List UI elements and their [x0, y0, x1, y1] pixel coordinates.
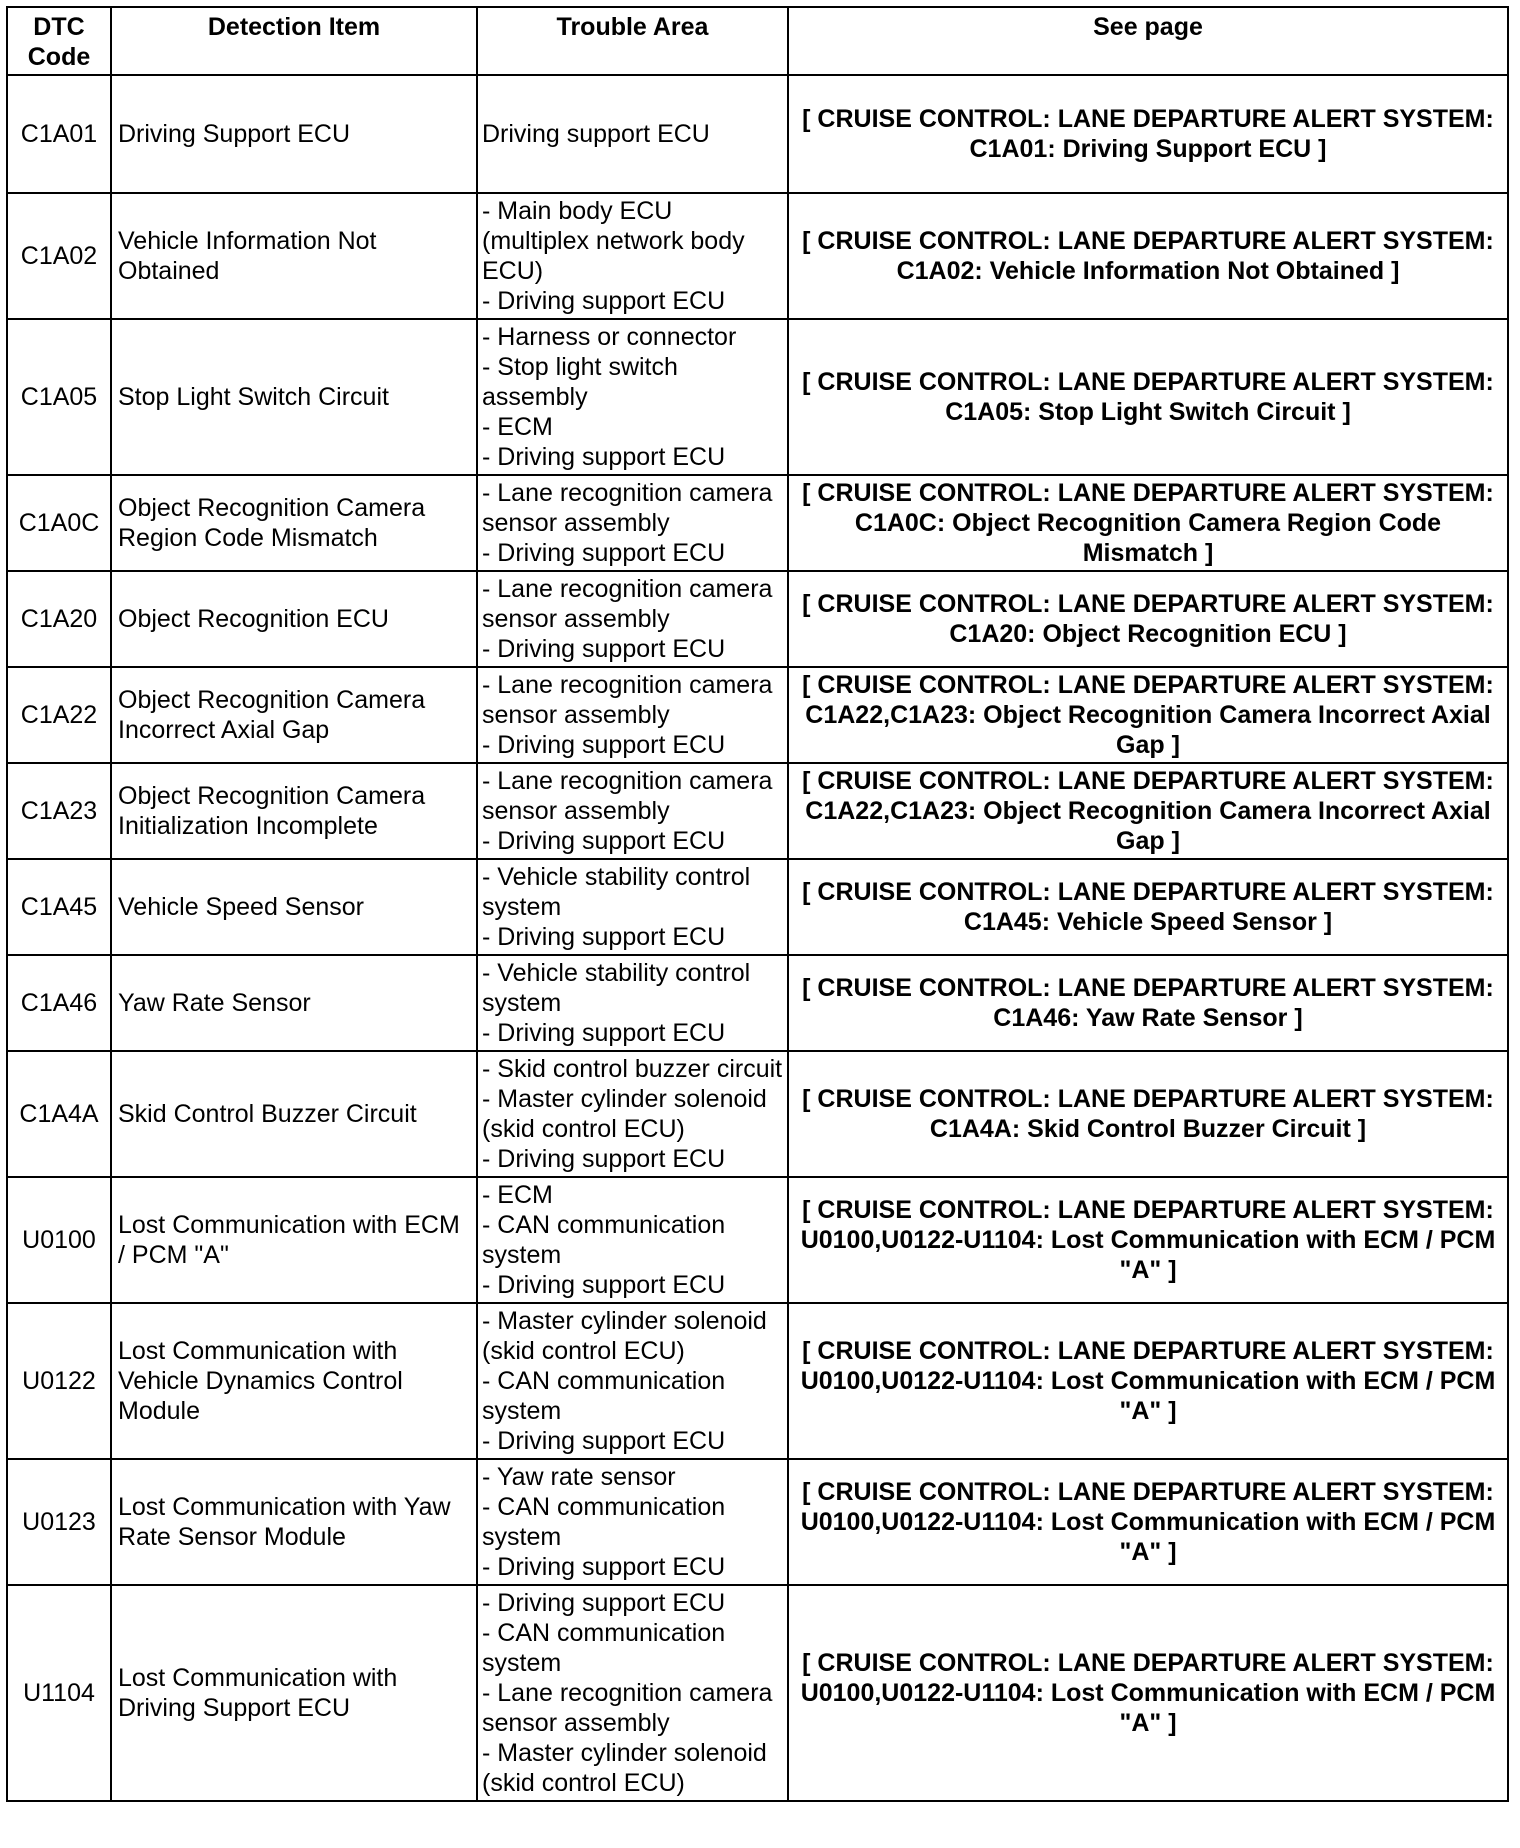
detection-item-cell: Lost Communication with Yaw Rate Sensor Module: [111, 1459, 477, 1585]
trouble-area-cell: [477, 1459, 788, 1585]
trouble-area-item: - Yaw rate sensor: [482, 1463, 676, 1491]
trouble-area-item: - Lane recognition camera sensor assembly: [482, 1679, 773, 1737]
trouble-area-item: - Master cylinder solenoid (skid control ECU): [482, 1307, 767, 1365]
trouble-area-cell: [477, 763, 788, 859]
see-page-link[interactable]: [ CRUISE CONTROL: LANE DEPARTURE ALERT SYSTEM: U0100,U0122-U1104: Lost Communication with ECM / PCM "A" ]: [788, 1177, 1508, 1303]
see-page-link[interactable]: [ CRUISE CONTROL: LANE DEPARTURE ALERT SYSTEM: C1A02: Vehicle Information Not Obtained ]: [788, 193, 1508, 319]
dtc-code-cell: C1A23: [7, 763, 111, 859]
trouble-area-item: - CAN communication system: [482, 1211, 726, 1269]
trouble-area-item: - Driving support ECU: [482, 443, 726, 471]
trouble-area-item: - CAN communication system: [482, 1493, 726, 1551]
header-detection-item: Detection Item: [111, 7, 477, 75]
trouble-area-item: - ECM: [482, 1181, 553, 1209]
detection-item-cell: Yaw Rate Sensor: [111, 955, 477, 1051]
trouble-area-item: - Driving support ECU: [482, 539, 726, 567]
detection-item-cell: Vehicle Information Not Obtained: [111, 193, 477, 319]
dtc-code-cell: C1A05: [7, 319, 111, 475]
table-row: [7, 1177, 1508, 1303]
dtc-code-cell: C1A0C: [7, 475, 111, 571]
dtc-code-cell: U0123: [7, 1459, 111, 1585]
table-row: [7, 1303, 1508, 1459]
table-row: [7, 1585, 1508, 1801]
header-trouble-area: Trouble Area: [477, 7, 788, 75]
detection-item-cell: Lost Communication with Driving Support ECU: [111, 1585, 477, 1801]
trouble-area-item: - Main body ECU (multiplex network body ECU): [482, 197, 745, 285]
trouble-area-cell: [477, 859, 788, 955]
trouble-area-item: - Driving support ECU: [482, 923, 726, 951]
header-see-page: See page: [788, 7, 1508, 75]
detection-item-cell: Object Recognition ECU: [111, 571, 477, 667]
table-row: [7, 763, 1508, 859]
trouble-area-item: - Driving support ECU: [482, 1271, 726, 1299]
trouble-area-cell: [477, 1585, 788, 1801]
trouble-area-item: - CAN communication system: [482, 1619, 726, 1677]
trouble-area-item: - Driving support ECU: [482, 1145, 726, 1173]
trouble-area-cell: [477, 955, 788, 1051]
trouble-area-cell: [477, 571, 788, 667]
trouble-area-item: - Lane recognition camera sensor assembly: [482, 575, 773, 633]
trouble-area-cell: [477, 75, 788, 193]
trouble-area-cell: [477, 1177, 788, 1303]
table-row: [7, 571, 1508, 667]
detection-item-cell: Skid Control Buzzer Circuit: [111, 1051, 477, 1177]
see-page-link[interactable]: [ CRUISE CONTROL: LANE DEPARTURE ALERT SYSTEM: C1A0C: Object Recognition Camera Region Code Mismatch ]: [788, 475, 1508, 571]
header-dtc-code: DTC Code: [7, 7, 111, 75]
dtc-code-cell: C1A01: [7, 75, 111, 193]
dtc-code-cell: U0100: [7, 1177, 111, 1303]
table-row: [7, 859, 1508, 955]
trouble-area-item: - Driving support ECU: [482, 1553, 726, 1581]
see-page-link[interactable]: [ CRUISE CONTROL: LANE DEPARTURE ALERT SYSTEM: C1A22,C1A23: Object Recognition Camera Incorrect Axial Gap ]: [788, 763, 1508, 859]
trouble-area-cell: [477, 319, 788, 475]
see-page-link[interactable]: [ CRUISE CONTROL: LANE DEPARTURE ALERT SYSTEM: C1A45: Vehicle Speed Sensor ]: [788, 859, 1508, 955]
trouble-area-item: - ECM: [482, 413, 553, 441]
detection-item-cell: Vehicle Speed Sensor: [111, 859, 477, 955]
table-row: [7, 1459, 1508, 1585]
trouble-area-item: - Driving support ECU: [482, 1427, 726, 1455]
trouble-area-cell: [477, 475, 788, 571]
dtc-code-cell: C1A22: [7, 667, 111, 763]
trouble-area-item: - Driving support ECU: [482, 827, 726, 855]
trouble-area-item: - Driving support ECU: [482, 287, 726, 315]
trouble-area-cell: [477, 193, 788, 319]
table-row: [7, 319, 1508, 475]
table-row: [7, 955, 1508, 1051]
table-row: [7, 475, 1508, 571]
dtc-code-cell: C1A20: [7, 571, 111, 667]
trouble-area-item: - Driving support ECU: [482, 1589, 726, 1617]
trouble-area-item: - Lane recognition camera sensor assembly: [482, 479, 773, 537]
dtc-code-cell: C1A46: [7, 955, 111, 1051]
dtc-table: [6, 6, 1509, 1802]
trouble-area-item: - Vehicle stability control system: [482, 863, 751, 921]
table-row: [7, 75, 1508, 193]
trouble-area-cell: [477, 1303, 788, 1459]
trouble-area-item: - Lane recognition camera sensor assembly: [482, 767, 773, 825]
see-page-link[interactable]: [ CRUISE CONTROL: LANE DEPARTURE ALERT SYSTEM: U0100,U0122-U1104: Lost Communication with ECM / PCM "A" ]: [788, 1303, 1508, 1459]
table-row: [7, 667, 1508, 763]
see-page-link[interactable]: [ CRUISE CONTROL: LANE DEPARTURE ALERT SYSTEM: C1A46: Yaw Rate Sensor ]: [788, 955, 1508, 1051]
table-row: [7, 1051, 1508, 1177]
see-page-link[interactable]: [ CRUISE CONTROL: LANE DEPARTURE ALERT SYSTEM: C1A01: Driving Support ECU ]: [788, 75, 1508, 193]
see-page-link[interactable]: [ CRUISE CONTROL: LANE DEPARTURE ALERT SYSTEM: U0100,U0122-U1104: Lost Communication with ECM / PCM "A" ]: [788, 1585, 1508, 1801]
see-page-link[interactable]: [ CRUISE CONTROL: LANE DEPARTURE ALERT SYSTEM: C1A20: Object Recognition ECU ]: [788, 571, 1508, 667]
see-page-link[interactable]: [ CRUISE CONTROL: LANE DEPARTURE ALERT SYSTEM: C1A4A: Skid Control Buzzer Circuit ]: [788, 1051, 1508, 1177]
dtc-code-cell: C1A45: [7, 859, 111, 955]
trouble-area-item: Driving support ECU: [482, 120, 710, 148]
detection-item-cell: Object Recognition Camera Incorrect Axial Gap: [111, 667, 477, 763]
see-page-link[interactable]: [ CRUISE CONTROL: LANE DEPARTURE ALERT SYSTEM: C1A22,C1A23: Object Recognition Camera Incorrect Axial Gap ]: [788, 667, 1508, 763]
detection-item-cell: Object Recognition Camera Initialization Incomplete: [111, 763, 477, 859]
trouble-area-item: - Vehicle stability control system: [482, 959, 751, 1017]
trouble-area-cell: [477, 1051, 788, 1177]
trouble-area-item: - CAN communication system: [482, 1367, 726, 1425]
trouble-area-item: - Harness or connector: [482, 323, 737, 351]
trouble-area-item: - Skid control buzzer circuit: [482, 1055, 783, 1083]
trouble-area-item: - Master cylinder solenoid (skid control ECU): [482, 1739, 767, 1797]
trouble-area-cell: [477, 667, 788, 763]
trouble-area-item: - Master cylinder solenoid (skid control ECU): [482, 1085, 767, 1143]
table-body: [7, 75, 1508, 1801]
dtc-code-cell: C1A02: [7, 193, 111, 319]
detection-item-cell: Lost Communication with Vehicle Dynamics Control Module: [111, 1303, 477, 1459]
see-page-link[interactable]: [ CRUISE CONTROL: LANE DEPARTURE ALERT SYSTEM: C1A05: Stop Light Switch Circuit ]: [788, 319, 1508, 475]
detection-item-cell: Driving Support ECU: [111, 75, 477, 193]
trouble-area-item: - Driving support ECU: [482, 1019, 726, 1047]
header-row: [7, 7, 1508, 75]
table-row: [7, 193, 1508, 319]
detection-item-cell: Stop Light Switch Circuit: [111, 319, 477, 475]
dtc-code-cell: U1104: [7, 1585, 111, 1801]
trouble-area-item: - Stop light switch assembly: [482, 353, 678, 411]
detection-item-cell: Lost Communication with ECM / PCM "A": [111, 1177, 477, 1303]
trouble-area-item: - Driving support ECU: [482, 731, 726, 759]
see-page-link[interactable]: [ CRUISE CONTROL: LANE DEPARTURE ALERT SYSTEM: U0100,U0122-U1104: Lost Communication with ECM / PCM "A" ]: [788, 1459, 1508, 1585]
trouble-area-item: - Driving support ECU: [482, 635, 726, 663]
trouble-area-item: - Lane recognition camera sensor assembly: [482, 671, 773, 729]
detection-item-cell: Object Recognition Camera Region Code Mismatch: [111, 475, 477, 571]
dtc-code-cell: U0122: [7, 1303, 111, 1459]
dtc-code-cell: C1A4A: [7, 1051, 111, 1177]
